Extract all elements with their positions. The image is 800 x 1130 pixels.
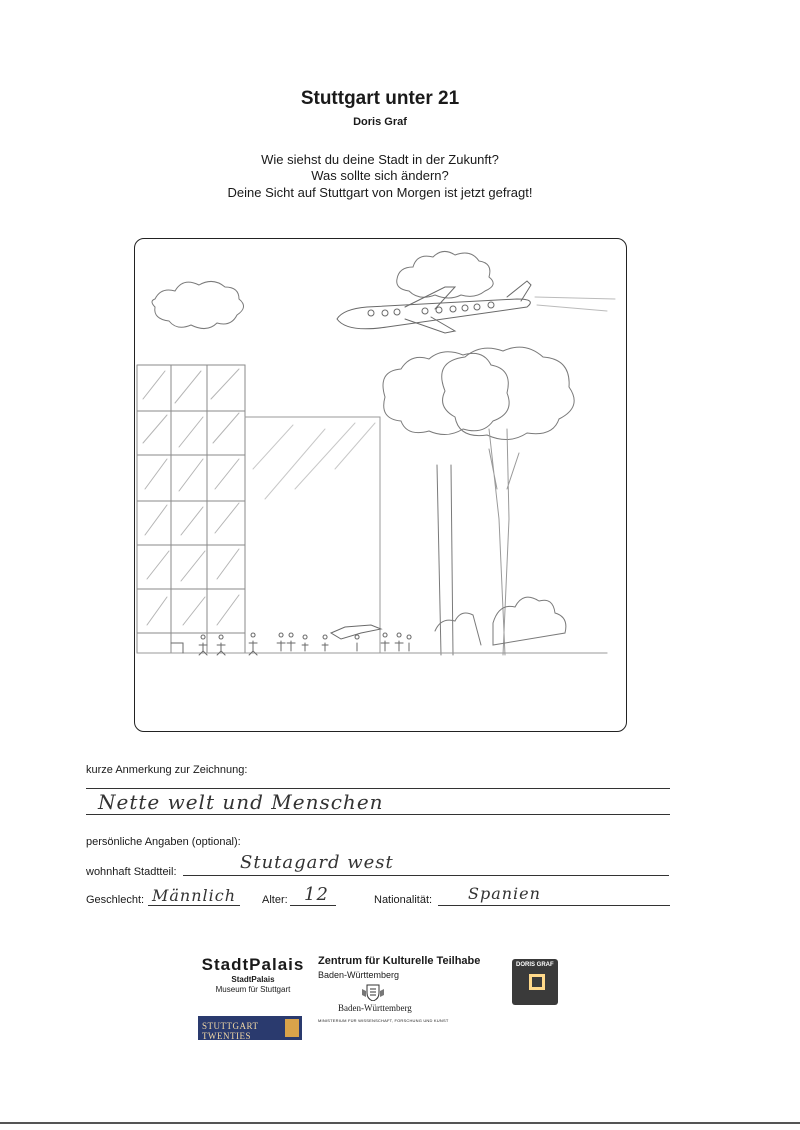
- age-label: Alter:: [262, 894, 288, 906]
- stadtpalais-wordmark: StadtPalais: [201, 955, 305, 974]
- doris-logo-text: DORIS GRAF: [516, 962, 554, 968]
- building-tall: [137, 365, 245, 653]
- gender-line: [148, 905, 240, 906]
- gender-label: Geschlecht:: [86, 894, 145, 906]
- cloud-left: [152, 281, 244, 328]
- cloud-right: [397, 251, 493, 298]
- coat-of-arms-icon: [361, 983, 385, 1001]
- question-1: Wie siehst du deine Stadt in der Zukunft?: [261, 152, 499, 167]
- doris-graf-logo: [512, 959, 558, 1005]
- question-2: Was sollte sich ändern?: [311, 168, 449, 183]
- twenties-text: STUTTGART TWENTIES: [202, 1021, 259, 1041]
- question-3: Deine Sicht auf Stuttgart von Morgen ist jetzt gefragt!: [227, 185, 533, 200]
- stadtpalais-name: StadtPalais: [231, 975, 275, 984]
- stuttgart-twenties-logo: [198, 1016, 302, 1040]
- age-line: [290, 905, 336, 906]
- doris-square-icon: [529, 974, 545, 990]
- personal-label: persönliche Angaben (optional):: [86, 836, 241, 848]
- nationality-value[interactable]: Spanien: [468, 884, 541, 903]
- drawing-frame: [134, 238, 627, 732]
- age-value[interactable]: 12: [304, 884, 329, 905]
- airplane: [337, 281, 615, 333]
- trees: [383, 347, 607, 655]
- district-label: wohnhaft Stadtteil:: [86, 866, 177, 878]
- author-name: Doris Graf: [353, 116, 407, 128]
- nationality-line: [438, 905, 670, 906]
- zkt-title: Zentrum für Kulturelle Teilhabe: [318, 955, 481, 967]
- zkt-region: Baden-Württemberg: [318, 970, 400, 980]
- bw-ministry: MINISTERIUM FÜR WISSENSCHAFT, FORSCHUNG UND KUNST: [318, 1018, 449, 1023]
- pencil-drawing: [135, 239, 628, 733]
- remark-line-2: [86, 814, 670, 815]
- gender-value[interactable]: Männlich: [152, 886, 237, 905]
- stadtpalais-logo: [198, 955, 308, 995]
- remark-label: kurze Anmerkung zur Zeichnung:: [86, 764, 248, 776]
- district-line: [183, 875, 669, 876]
- building-second: [245, 417, 380, 653]
- district-value[interactable]: Stutagard west: [240, 852, 394, 873]
- remark-value[interactable]: Nette welt und Menschen: [98, 790, 384, 814]
- twenties-building-icon: [285, 1019, 299, 1037]
- nationality-label: Nationalität:: [374, 894, 433, 906]
- scan-edge: [0, 1122, 800, 1124]
- bw-name: Baden-Württemberg: [338, 1003, 412, 1013]
- remark-line-1: [86, 788, 670, 789]
- page-title: Stuttgart unter 21: [300, 88, 460, 109]
- stadtpalais-subtitle: Museum für Stuttgart: [215, 985, 291, 994]
